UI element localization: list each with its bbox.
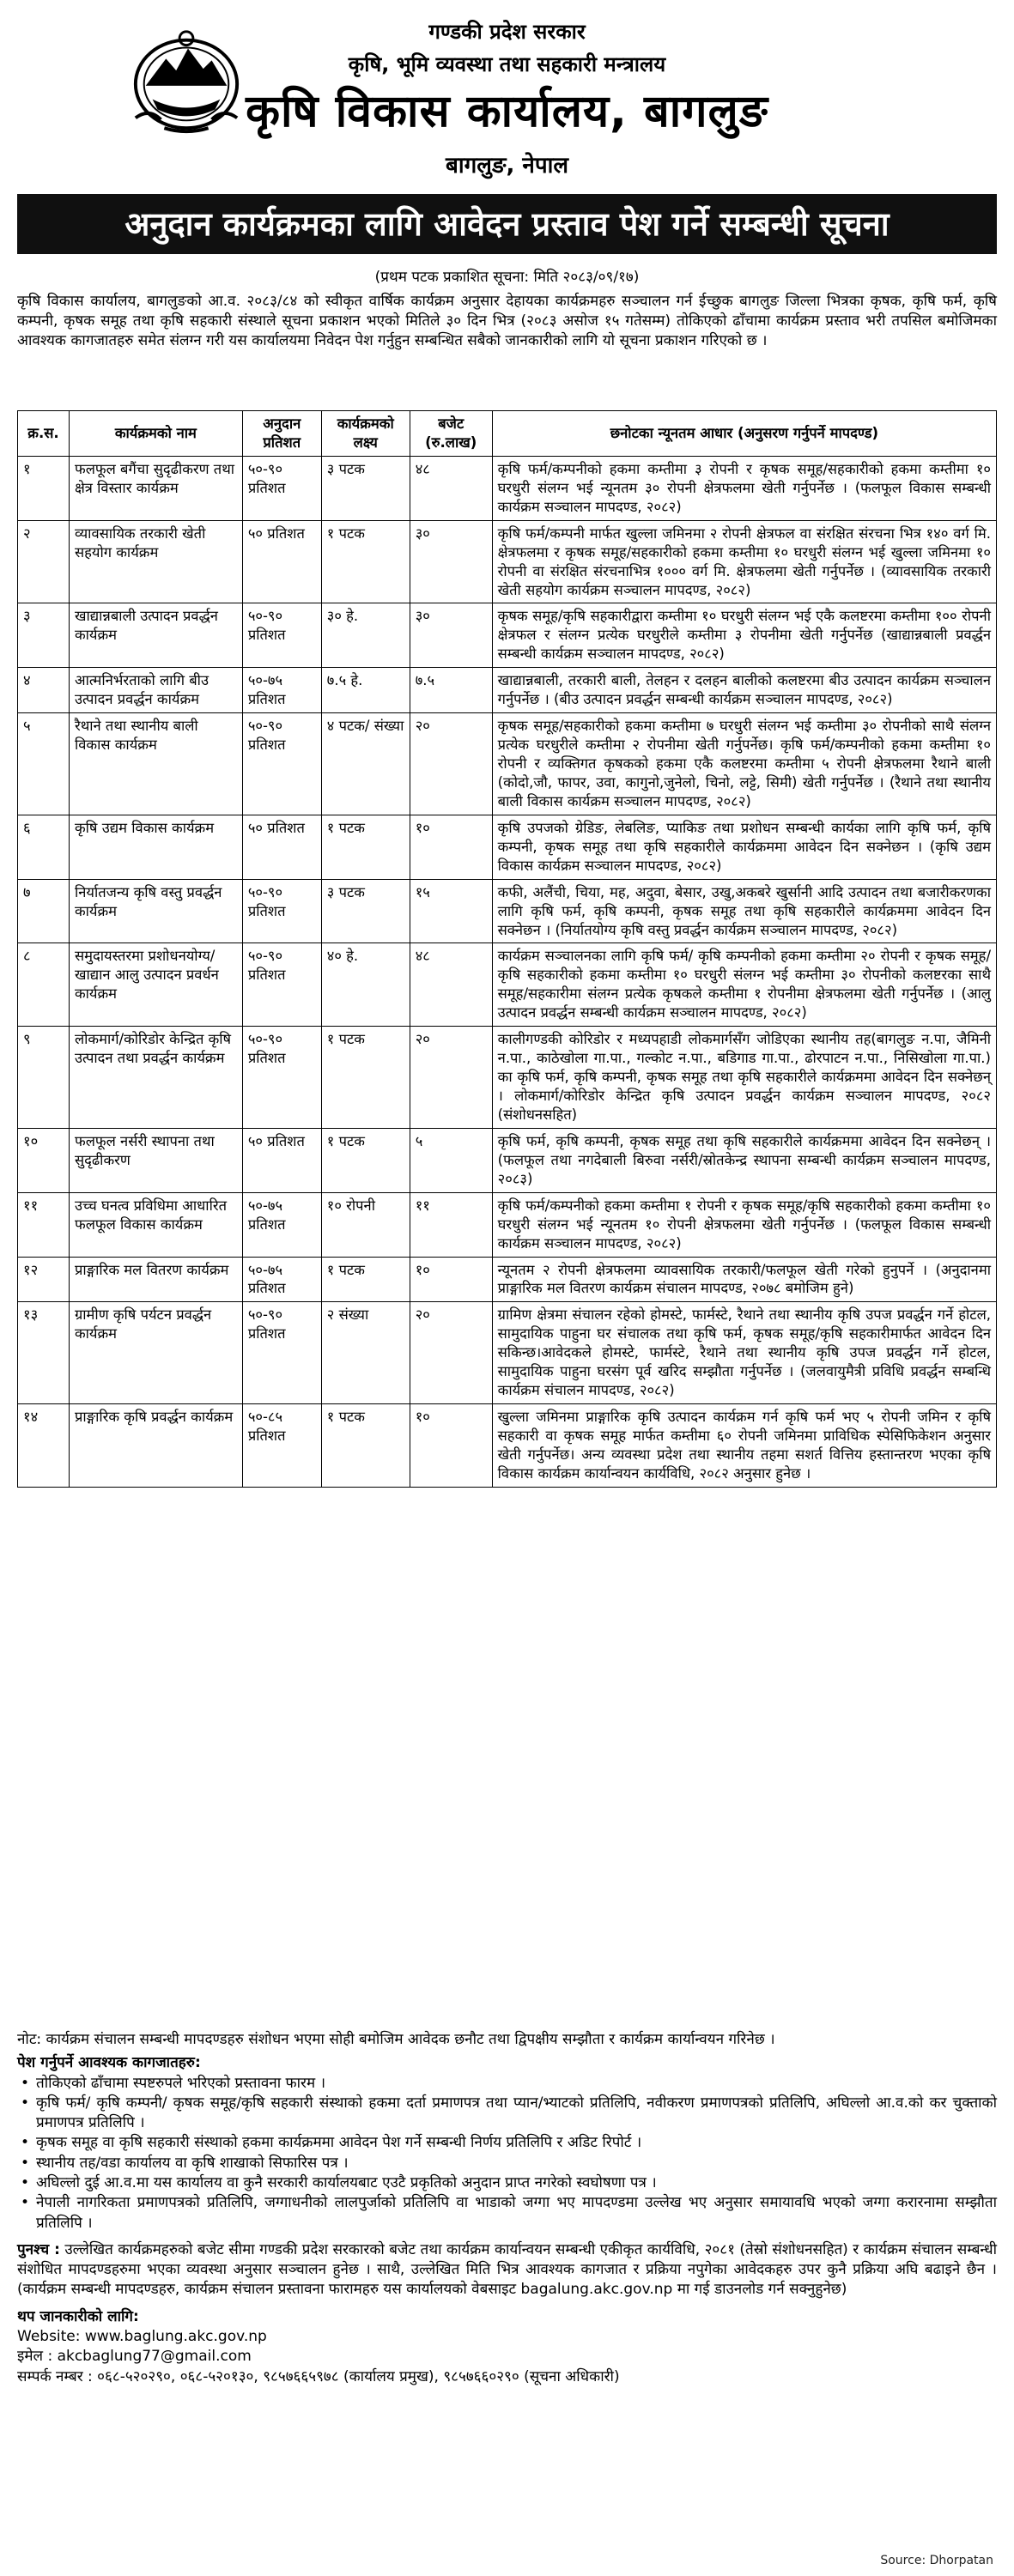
cell-target: १ पटक [321, 1404, 410, 1488]
cell-sn: १ [18, 456, 70, 520]
cell-program-name: व्यावसायिक तरकारी खेती सहयोग कार्यक्रम [69, 520, 242, 603]
cell-subsidy: ५०-९० प्रतिशत [242, 943, 321, 1027]
cell-selection-basis: न्यूनतम २ रोपनी क्षेत्रफलमा व्यावसायिक तरकारी/फलफूल खेती गरेको हुनुपर्ने । (अनुदानमा प्राङ्गारिक मल वितरण कार्यक्रम संचालन मापदण्ड, २०७८ बमोजिम हुने) [492, 1257, 996, 1302]
cell-budget: ३० [410, 520, 492, 603]
list-item: • अघिल्लो दुई आ.व.मा यस कार्यालय वा कुनै सरकारी कार्यालयबाट एउटै प्रकृतिको अनुदान प्राप्त नगरेको स्वघोषणा पत्र । [17, 2173, 997, 2193]
header-selection-basis: छनोटका न्यूनतम आधार (अनुसरण गर्नुपर्ने मापदण्ड) [492, 411, 996, 457]
cell-subsidy: ५० प्रतिशत [242, 520, 321, 603]
postscript-label: पुनश्च : [17, 2240, 60, 2258]
cell-target: १ पटक [321, 815, 410, 879]
cell-budget: ५ [410, 1128, 492, 1192]
cell-sn: ९ [18, 1027, 70, 1129]
cell-program-name: प्राङ्गारिक मल वितरण कार्यक्रम [69, 1257, 242, 1302]
contact-email[interactable]: इमेल : akcbaglung77@gmail.com [17, 2348, 252, 2366]
cell-budget: २० [410, 713, 492, 815]
cell-target: ३० हे. [321, 603, 410, 668]
cell-subsidy: ५०-८५ प्रतिशत [242, 1404, 321, 1488]
list-item: • स्थानीय तह/वडा कार्यालय वा कृषि शाखाको सिफारिस पत्र । [17, 2154, 997, 2173]
list-item: • तोकिएको ढाँचामा स्पष्टरुपले भरिएको प्रस्तावना फारम । [17, 2074, 997, 2094]
cell-subsidy: ५०-९० प्रतिशत [242, 1302, 321, 1404]
cell-target: ३ पटक [321, 456, 410, 520]
table-row [18, 668, 997, 713]
cell-sn: ६ [18, 815, 70, 879]
cell-program-name: खाद्यान्नबाली उत्पादन प्रवर्द्धन कार्यक्रम [69, 603, 242, 668]
cell-target: १ पटक [321, 1257, 410, 1302]
cell-selection-basis: खुल्ला जमिनमा प्राङ्गारिक कृषि उत्पादन कार्यक्रम गर्न कृषि फर्म भए ५ रोपनी जमिन र कृषि सहकारी वा कृषक समूह मार्फत कम्तीमा ६० रोपनी जमिनमा प्राविधिक स्पेसिफिकेशन अनुसार खेती गर्नुपर्नेछ। अन्य व्यवस्था प्रदेश तथा स्थानीय तहमा सशर्त वित्तिय हस्तान्तरण भएका कृषि विकास कार्यक्रम कार्यान्वयन कार्यविधि, २०८२ अनुसार हुनेछ । [492, 1404, 996, 1488]
cell-selection-basis: ग्रामिण क्षेत्रमा संचालन रहेको होमस्टे, फार्मस्टे, रैथाने तथा स्थानीय कृषि उपज प्रवर्द्धन गर्ने होटल, सामुदायिक पाहुना घर संचालक तथा कृषि फर्म, कृषक समूह/कृषि सहकारीमार्फत आवेदन दिन सकिन्छ।आवेदकले होमस्टे, फार्मस्टे, रैथाने तथा स्थानीय कृषि उपज प्रवर्द्धन गर्ने होटल, सामुदायिक पाहुना घरसंग पूर्व खरिद सम्झौता गर्नुपर्नेछ । (जलवायुमैत्री प्रविधि प्रवर्द्धन सम्बन्धि कार्यक्रम संचालन मापदण्ड, २०८२) [492, 1302, 996, 1404]
cell-program-name: ग्रामीण कृषि पर्यटन प्रवर्द्धन कार्यक्रम [69, 1302, 242, 1404]
cell-sn: ४ [18, 668, 70, 713]
cell-subsidy: ५०-७५ प्रतिशत [242, 668, 321, 713]
cell-target: १ पटक [321, 1027, 410, 1129]
list-item: • कृषक समूह वा कृषि सहकारी संस्थाको हकमा कार्यक्रममा आवेदन पेश गर्ने सम्बन्धी निर्णय प्रतिलिपि र अडिट रिपोर्ट । [17, 2133, 997, 2153]
cell-selection-basis: कृषि फर्म, कृषि कम्पनी, कृषक समूह तथा कृषि सहकारीले कार्यक्रममा आवेदन दिन सक्नेछन् । (फलफूल तथा नगदेबाली बिरुवा नर्सरी/स्रोतकेन्द्र स्थापना सम्बन्धी कार्यक्रम सञ्चालन मापदण्ड, २०८३) [492, 1128, 996, 1192]
cell-budget: ४८ [410, 943, 492, 1027]
cell-program-name: समुदायस्तरमा प्रशोधनयोग्य/ खाद्यान आलु उत्पादन प्रवर्धन कार्यक्रम [69, 943, 242, 1027]
cell-program-name: निर्यातजन्य कृषि वस्तु प्रवर्द्धन कार्यक्रम [69, 879, 242, 943]
contact-heading: थप जानकारीको लागि: [17, 2307, 139, 2325]
cell-selection-basis: कृषि उपजको ग्रेडिङ, लेबलिङ, प्याकिङ तथा प्रशोधन सम्बन्धी कार्यका लागि कृषि फर्म, कृषि कम्पनी, कृषक समूह तथा कृषि सहकारीले कार्यक्रममा आवेदन दिन सक्नेछन । (कृषि उद्यम विकास कार्यक्रम सञ्चालन मापदण्ड, २०८२) [492, 815, 996, 879]
table-row [18, 1302, 997, 1404]
cell-sn: ५ [18, 713, 70, 815]
program-table-body [18, 456, 997, 1487]
cell-budget: ४८ [410, 456, 492, 520]
list-item: • कृषि फर्म/ कृषि कम्पनी/ कृषक समूह/कृषि सहकारी संस्थाको हकमा दर्ता प्रमाणपत्र तथा प्यान/भ्याटको प्रतिलिपि, नवीकरण प्रमाणपत्रको प्रतिलिपि, अघिल्लो आ.व.को कर चुक्ताको प्रमाणपत्र प्रतिलिपि । [17, 2094, 997, 2134]
cell-selection-basis: कफी, अलैंची, चिया, मह, अदुवा, बेसार, उखु,अकबरे खुर्सानी आदि उत्पादन तथा बजारीकरणका लागि कृषि फर्म, कृषि कम्पनी, कृषक समूह तथा कृषि सहकारीले कार्यक्रममा आवेदन दिन सक्नेछन । (निर्यातयोग्य कृषि वस्तु प्रवर्द्धन कार्यक्रम सञ्चालन मापदण्ड, २०८२) [492, 879, 996, 943]
cell-subsidy: ५०-९० प्रतिशत [242, 603, 321, 668]
table-row [18, 1027, 997, 1129]
cell-budget: ११ [410, 1192, 492, 1257]
cell-sn: २ [18, 520, 70, 603]
table-row [18, 520, 997, 603]
table-row [18, 713, 997, 815]
cell-target: ७.५ हे. [321, 668, 410, 713]
documents-heading: पेश गर्नुपर्ने आवश्यक कागजातहरु: [17, 2054, 201, 2072]
notice-header [17, 0, 997, 189]
cell-sn: ३ [18, 603, 70, 668]
cell-subsidy: ५०-९० प्रतिशत [242, 1027, 321, 1129]
cell-selection-basis: कृषि फर्म/कम्पनीको हकमा कम्तीमा ३ रोपनी र कृषक समूह/सहकारीको हकमा कम्तीमा १० घरधुरी संलग्न भई न्यूनतम ३० रोपनी क्षेत्रफलमा खेती गर्नुपर्नेछ । (फलफूल विकास सम्बन्धी कार्यक्रम सञ्चालन मापदण्ड, २०८२) [492, 456, 996, 520]
cell-program-name: आत्मनिर्भरताको लागि बीउ उत्पादन प्रवर्द्धन कार्यक्रम [69, 668, 242, 713]
cell-selection-basis: कृषि फर्म/कम्पनी मार्फत खुल्ला जमिनमा २ रोपनी क्षेत्रफल वा संरक्षित संरचना भित्र १४० वर्ग मि. क्षेत्रफलमा र कृषक समूह/सहकारीको हकमा कम्तीमा १० घरधुरी संलग्न भई खुल्ला जमिनमा १० रोपनी वा संरक्षित संरचनाभित्र १००० वर्ग मि. क्षेत्रफलमा खेती गर्नुपर्नेछ । (व्यावसायिक तरकारी खेती सहयोग कार्यक्रम सञ्चालन मापदण्ड, २०८२) [492, 520, 996, 603]
cell-budget: १० [410, 1257, 492, 1302]
cell-selection-basis: कृषक समूह/कृषि सहकारीद्वारा कम्तीमा १० घरधुरी संलग्न भई एकै कलष्टरमा कम्तीमा १०० रोपनी क्षेत्रफल र संलग्न प्रत्येक घरधुरीले कम्तीमा ३ रोपनीमा खेती गर्नुपर्नेछ (खाद्यान्नबाली प्रवर्द्धन सम्बन्धी कार्यक्रम सञ्चालन मापदण्ड, २०८२) [492, 603, 996, 668]
cell-target: ४ पटक/ संख्या [321, 713, 410, 815]
cell-program-name: प्राङ्गारिक कृषि प्रवर्द्धन कार्यक्रम [69, 1404, 242, 1488]
postscript-paragraph [17, 2240, 997, 2300]
first-publication-date: (प्रथम पटक प्रकाशित सूचना: मिति २०८३/०९/१७) [374, 269, 640, 286]
contact-website[interactable]: Website: www.baglung.akc.gov.np [17, 2327, 267, 2345]
cell-target: ४० हे. [321, 943, 410, 1027]
postscript-text: उल्लेखित कार्यक्रमहरुको बजेट सीमा गण्डकी प्रदेश सरकारको बजेट तथा कार्यक्रम कार्यान्वयन सम्बन्धी एकीकृत कार्यविधि, २०८१ (तेस्रो संशोधनसहित) र कार्यक्रम संचालन सम्बन्धी संशोधित मापदण्डहरुमा भएका व्यवस्था अनुसार सञ्चालन हुनेछ । साथै, उल्लेखित मिति भित्र आवश्यक कागजात र प्रक्रिया नपुगेका आवेदकहरु उपर कुनै प्रक्रिया अघि बढाइने छैन । (कार्यक्रम सम्बन्धी मापदण्डहरु, कार्यक्रम संचालन प्रस्तावना फारामहरु यस कार्यालयको वेबसाइट bagalung.akc.gov.np मा गई डाउनलोड गर्न सक्नुहुनेछ) [17, 2240, 998, 2299]
cell-program-name: लोकमार्ग/कोरिडोर केन्द्रित कृषि उत्पादन तथा प्रवर्द्धन कार्यक्रम [69, 1027, 242, 1129]
cell-program-name: फलफूल बगैंचा सुदृढीकरण तथा क्षेत्र विस्तार कार्यक्रम [69, 456, 242, 520]
documents-list [17, 2074, 997, 2234]
government-name: गण्डकी प्रदेश सरकार [428, 20, 586, 44]
cell-sn: ८ [18, 943, 70, 1027]
cell-program-name: फलफूल नर्सरी स्थापना तथा सुदृढीकरण [69, 1128, 242, 1192]
cell-target: १० रोपनी [321, 1192, 410, 1257]
cell-subsidy: ५० प्रतिशत [242, 815, 321, 879]
cell-program-name: रैथाने तथा स्थानीय बाली विकास कार्यक्रम [69, 713, 242, 815]
table-row [18, 456, 997, 520]
table-row [18, 879, 997, 943]
cell-sn: १४ [18, 1404, 70, 1488]
office-name: कृषि विकास कार्यालय, बागलुङ [246, 86, 768, 137]
cell-selection-basis: कृषक समूह/सहकारीको हकमा कम्तीमा ७ घरधुरी संलग्न भई कम्तीमा ३० रोपनीको साथै संलग्न प्रत्येक घरधुरीले कम्तीमा २ रोपनीमा खेती गर्नुपर्नेछ। कृषि फर्म/कम्पनीको हकमा कम्तीमा १० रोपनी र व्यक्तिगत कृषकको हकमा एकै कलष्टरमा कम्तीमा ५ रोपनी क्षेत्रफलमा रैथाने बाली (कोदो,जौ, फापर, उवा, कागुनो,जुनेलो, चिनो, लट्टे, सिमी) खेती गर्नुपर्नेछ । (रैथाने तथा स्थानीय बाली विकास कार्यक्रम सञ्चालन मापदण्ड, २०८२) [492, 713, 996, 815]
ministry-name: कृषि, भूमि व्यवस्था तथा सहकारी मन्त्रालय [348, 52, 666, 76]
note-text: नोट: कार्यक्रम संचालन सम्बन्धी मापदण्डहरु संशोधन भएमा सोही बमोजिम आवेदक छनौट तथा द्विपक्षीय सम्झौता र कार्यक्रम कार्यान्वयन गरिनेछ । [17, 2031, 775, 2048]
cell-selection-basis: कार्यक्रम सञ्चालनका लागि कृषि फर्म/ कृषि कम्पनीको हकमा कम्तीमा २० रोपनी र कृषक समूह/ कृषि सहकारीको हकमा कम्तीमा १० घरधुरी संलग्न भई कम्तीमा ३० रोपनीको कलष्टरका साथै समूह/सहकारीमा संलग्न प्रत्येक कृषकले कम्तीमा १ रोपनीमा क्षेत्रफलमा खेती गर्नुपर्नेछ । (आलु उत्पादन प्रवर्द्धन सम्बन्धी कार्यक्रम सञ्चालन मापदण्ड, २०८२) [492, 943, 996, 1027]
cell-sn: १२ [18, 1257, 70, 1302]
table-row [18, 603, 997, 668]
cell-subsidy: ५०-७५ प्रतिशत [242, 1192, 321, 1257]
header-sn: क्र.स. [18, 411, 70, 457]
source-credit: Source: Dhorpatan [880, 2554, 993, 2567]
header-program-name: कार्यक्रमको नाम [69, 411, 242, 457]
cell-subsidy: ५०-९० प्रतिशत [242, 713, 321, 815]
cell-target: १ पटक [321, 1128, 410, 1192]
cell-budget: ३० [410, 603, 492, 668]
cell-selection-basis: कृषि फर्म/कम्पनीको हकमा कम्तीमा १ रोपनी र कृषक समूह/कृषि सहकारीको हकमा कम्तीमा १० घरधुरी संलग्न भई न्यूनतम १० रोपनी क्षेत्रफलमा खेती गर्नुपर्नेछ । (फलफूल विकास सम्बन्धी कार्यक्रम सञ्चालन मापदण्ड, २०८२) [492, 1192, 996, 1257]
cell-budget: १० [410, 815, 492, 879]
table-row [18, 1128, 997, 1192]
table-row [18, 1192, 997, 1257]
table-row [18, 815, 997, 879]
cell-sn: ११ [18, 1192, 70, 1257]
table-row [18, 1404, 997, 1488]
list-item: • नेपाली नागरिकता प्रमाणपत्रको प्रतिलिपि, जग्गाधनीको लालपुर्जाको प्रतिलिपि वा भाडाको जग्गा भए मापदण्डमा उल्लेख भए अनुसार समायावधि भएको जग्गा करारनामा सम्झौता प्रतिलिपि । [17, 2193, 997, 2234]
cell-sn: ७ [18, 879, 70, 943]
cell-budget: २० [410, 1027, 492, 1129]
contact-phone: सम्पर्क नम्बर : ०६८-५२०२९०, ०६८-५२०१३०, ९८५७६६५९७८ (कार्यालय प्रमुख), ९८५७६६०२९० (सूचना अधिकारी) [17, 2367, 620, 2385]
header-budget: बजेट (रु.लाख) [410, 411, 492, 457]
cell-target: ३ पटक [321, 879, 410, 943]
cell-target: २ संख्या [321, 1302, 410, 1404]
cell-program-name: कृषि उद्यम विकास कार्यक्रम [69, 815, 242, 879]
cell-program-name: उच्च घनत्व प्रविधिमा आधारित फलफूल विकास कार्यक्रम [69, 1192, 242, 1257]
header-target: कार्यक्रमको लक्ष्य [321, 411, 410, 457]
cell-budget: १० [410, 1404, 492, 1488]
cell-subsidy: ५०-७५ प्रतिशत [242, 1257, 321, 1302]
cell-subsidy: ५०-९० प्रतिशत [242, 879, 321, 943]
notice-title-banner: अनुदान कार्यक्रमका लागि आवेदन प्रस्ताव पेश गर्ने सम्बन्धी सूचना [17, 194, 997, 254]
header-subsidy: अनुदान प्रतिशत [242, 411, 321, 457]
cell-subsidy: ५० प्रतिशत [242, 1128, 321, 1192]
cell-budget: २० [410, 1302, 492, 1404]
table-header-row [18, 411, 997, 457]
office-location: बागलुङ, नेपाल [446, 153, 568, 179]
program-table [17, 410, 997, 1488]
cell-sn: १० [18, 1128, 70, 1192]
notice-footer-section [17, 2030, 997, 2387]
cell-budget: १५ [410, 879, 492, 943]
cell-budget: ७.५ [410, 668, 492, 713]
table-row [18, 943, 997, 1027]
cell-subsidy: ५०-९० प्रतिशत [242, 456, 321, 520]
intro-paragraph: कृषि विकास कार्यालय, बागलुङको आ.व. २०८३/८४ को स्वीकृत वार्षिक कार्यक्रम अनुसार देहायका कार्यक्रमहरु सञ्चालन गर्न ईच्छुक बागलुङ जिल्ला भित्रका कृषक, कृषि फर्म, कृषि कम्पनी, कृषक समूह तथा कृषि सहकारी संस्थाले सूचना प्रकाशन भएको मितिले ३० दिन भित्र (२०८३ असोज १५ गतेसम्म) तोकिएको ढाँचामा कार्यक्रम प्रस्ताव भरी तपसिल बमोजिमका आवश्यक कागजातहरु समेत संलग्न गरी यस कार्यालयमा निवेदन पेश गर्नुहुन सम्बन्धित सबैको जानकारीको लागि यो सूचना प्रकाशन गरिएको छ । [17, 293, 997, 350]
cell-sn: १३ [18, 1302, 70, 1404]
cell-selection-basis: कालीगण्डकी कोरिडोर र मध्यपहाडी लोकमार्गसँग जोडिएका स्थानीय तह(बागलुङ न.पा, जैमिनी न.पा., काठेखोला गा.पा., गल्कोट न.पा., बडिगाड गा.पा., ढोरपाटन न.पा., निसिखोला गा.पा.) का कृषि फर्म, कृषि कम्पनी, कृषक समूह तथा कृषि सहकारीले कार्यक्रममा आवेदन दिन सक्नेछन् । लोकमार्ग/कोरिडोर केन्द्रित कृषि उत्पादन प्रवर्द्धन कार्यक्रम सञ्चालन मापदण्ड, २०८२ (संशोधनसहित) [492, 1027, 996, 1129]
cell-selection-basis: खाद्यान्नबाली, तरकारी बाली, तेलहन र दलहन बालीको कलष्टरमा बीउ उत्पादन कार्यक्रम सञ्चालन गर्नुपर्नेछ । (बीउ उत्पादन प्रवर्द्धन सम्बन्धी कार्यक्रम सञ्चालन मापदण्ड, २०८२) [492, 668, 996, 713]
table-row [18, 1257, 997, 1302]
cell-target: १ पटक [321, 520, 410, 603]
